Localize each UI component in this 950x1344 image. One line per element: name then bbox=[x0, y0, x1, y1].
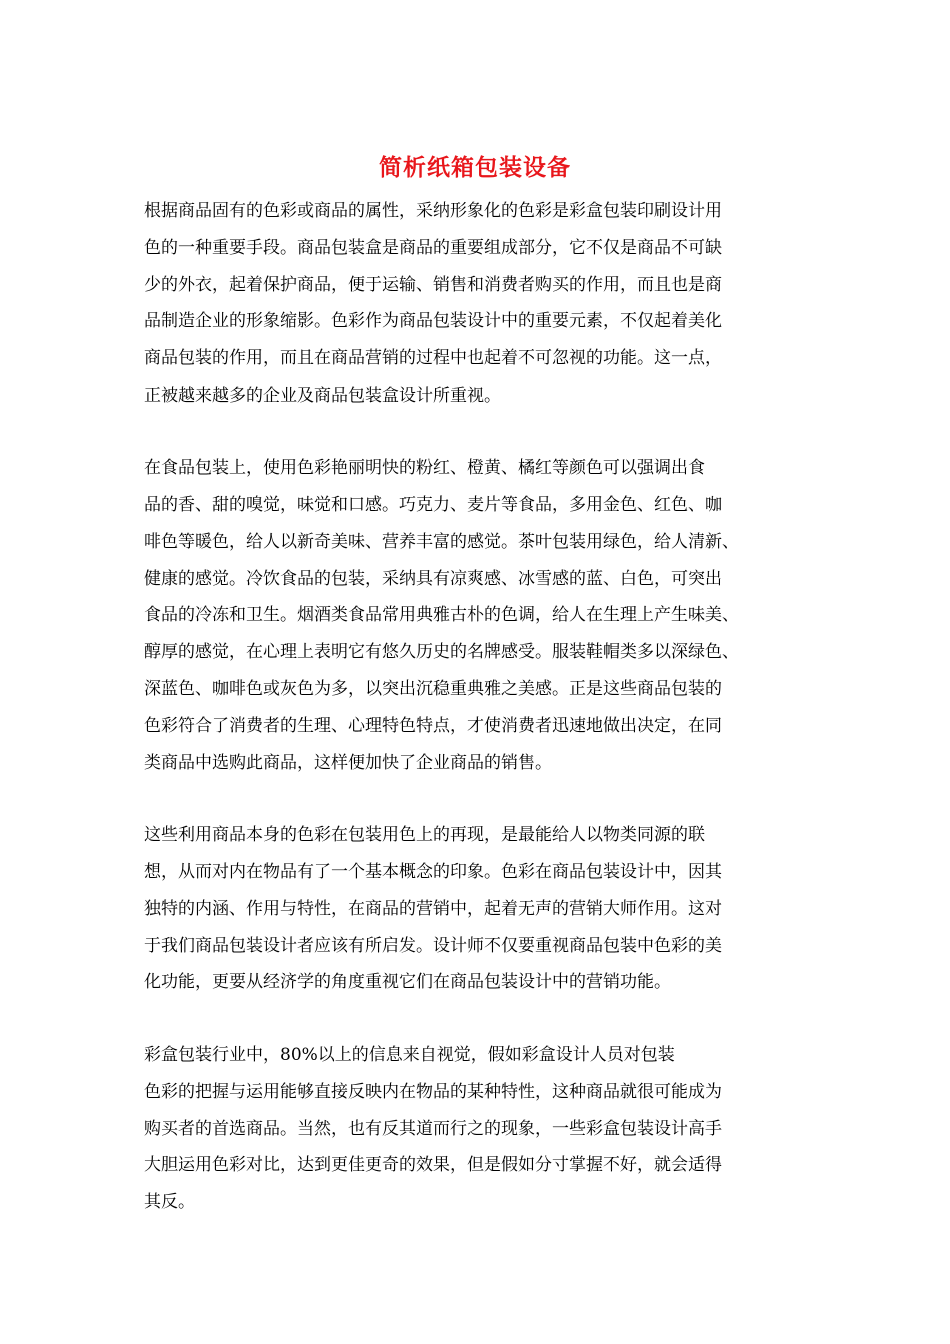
paragraph-2-line-1: 在食品包装上，使用色彩艳丽明快的粉红、橙黄、橘红等颜色可以强调出食 bbox=[144, 458, 705, 478]
paragraph-1-line-4: 品制造企业的形象缩影。色彩作为商品包装设计中的重要元素，不仅起着美化 bbox=[144, 311, 722, 331]
paragraph-1-line-2: 色的一种重要手段。商品包装盒是商品的重要组成部分，它不仅是商品不可缺 bbox=[144, 238, 722, 258]
paragraph-4-line-4: 大胆运用色彩对比，达到更佳更奇的效果，但是假如分寸掌握不好，就会适得 bbox=[144, 1155, 722, 1175]
paragraph-2-line-9: 类商品中选购此商品，这样便加快了企业商品的销售。 bbox=[144, 753, 552, 773]
paragraph-1-line-5: 商品包装的作用，而且在商品营销的过程中也起着不可忽视的功能。这一点， bbox=[144, 348, 722, 368]
paragraph-3-line-1: 这些利用商品本身的色彩在包装用色上的再现，是最能给人以物类同源的联 bbox=[144, 825, 705, 845]
document-title: 简析纸箱包装设备 bbox=[379, 154, 571, 181]
paragraph-4-line-3: 购买者的首选商品。当然，也有反其道而行之的现象，一些彩盒包装设计高手 bbox=[144, 1119, 722, 1139]
paragraph-4-line-5: 其反。 bbox=[144, 1192, 195, 1212]
paragraph-1-line-3: 少的外衣，起着保护商品，便于运输、销售和消费者购买的作用，而且也是商 bbox=[144, 275, 722, 295]
paragraph-2-line-8: 色彩符合了消费者的生理、心理特色特点，才使消费者迅速地做出决定，在同 bbox=[144, 716, 722, 736]
paragraph-4-line-1: 彩盒包装行业中，80%以上的信息来自视觉，假如彩盒设计人员对包装 bbox=[144, 1045, 675, 1065]
paragraph-3-line-3: 独特的内涵、作用与特性，在商品的营销中，起着无声的营销大师作用。这对 bbox=[144, 899, 722, 919]
paragraph-3-line-2: 想，从而对内在物品有了一个基本概念的印象。色彩在商品包装设计中，因其 bbox=[144, 862, 722, 882]
paragraph-3-line-5: 化功能，更要从经济学的角度重视它们在商品包装设计中的营销功能。 bbox=[144, 972, 671, 992]
paragraph-3-line-4: 于我们商品包装设计者应该有所启发。设计师不仅要重视商品包装中色彩的美 bbox=[144, 936, 722, 956]
paragraph-2-line-5: 食品的冷冻和卫生。烟酒类食品常用典雅古朴的色调，给人在生理上产生味美、 bbox=[144, 605, 739, 625]
paragraph-2-line-3: 啡色等暖色，给人以新奇美味、营养丰富的感觉。茶叶包装用绿色，给人清新、 bbox=[144, 532, 739, 552]
paragraph-2-line-2: 品的香、甜的嗅觉，味觉和口感。巧克力、麦片等食品，多用金色、红色、咖 bbox=[144, 495, 722, 515]
paragraph-2-line-7: 深蓝色、咖啡色或灰色为多，以突出沉稳重典雅之美感。正是这些商品包装的 bbox=[144, 679, 722, 699]
paragraph-1-line-6: 正被越来越多的企业及商品包装盒设计所重视。 bbox=[144, 386, 501, 406]
paragraph-2-line-4: 健康的感觉。冷饮食品的包装，采纳具有凉爽感、冰雪感的蓝、白色，可突出 bbox=[144, 569, 722, 589]
paragraph-1-line-1: 根据商品固有的色彩或商品的属性，采纳形象化的色彩是彩盒包装印刷设计用 bbox=[144, 201, 722, 221]
paragraph-4-line-2: 色彩的把握与运用能够直接反映内在物品的某种特性，这种商品就很可能成为 bbox=[144, 1082, 722, 1102]
paragraph-2-line-6: 醇厚的感觉，在心理上表明它有悠久历史的名牌感受。服装鞋帽类多以深绿色、 bbox=[144, 642, 739, 662]
